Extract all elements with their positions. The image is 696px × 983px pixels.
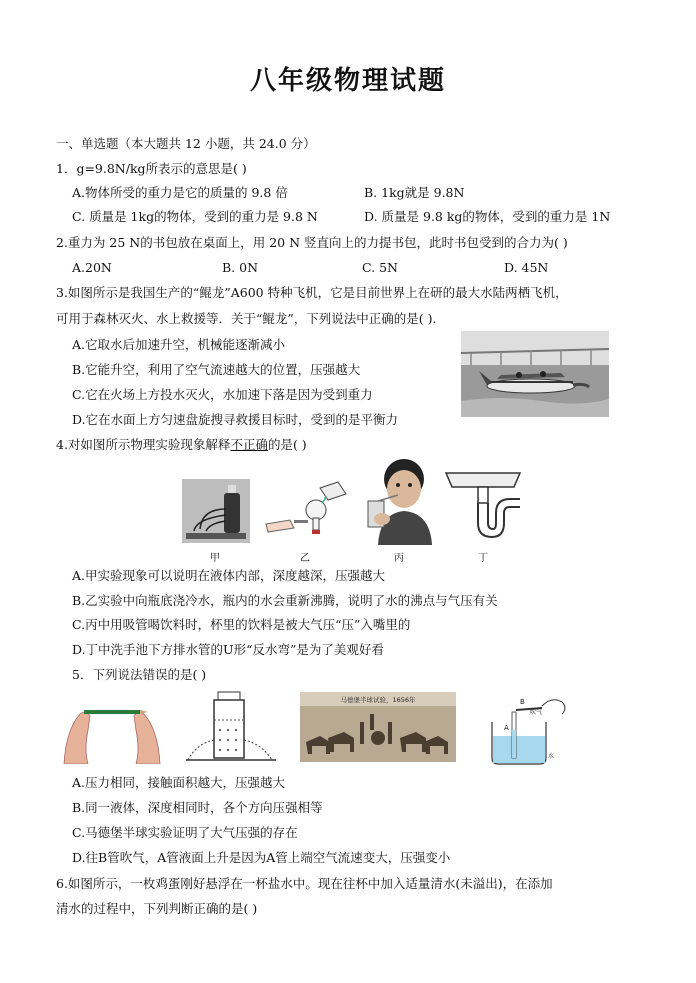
figure-ding-sink-trap: [444, 465, 522, 543]
magdeburg-caption: 马德堡半球试验，1656年: [340, 696, 416, 704]
question-6-stem-line2: 清水的过程中，下列判断正确的是( ): [56, 901, 258, 916]
question-4-option-c: C.丙中用吸管喝饮料时，杯里的饮料是被大气压“压”入嘴里的: [72, 617, 411, 632]
question-5-option-a: A.压力相同，接触面积越大，压强越大: [72, 775, 286, 790]
question-5-option-c: C.马德堡半球实验证明了大气压强的存在: [72, 825, 298, 840]
figure-label-jia: 甲: [210, 553, 220, 564]
figure-bing-boy-drinking-photo: [360, 457, 434, 545]
question-4-option-b: B.乙实验中向瓶底浇冷水，瓶内的水会重新沸腾，说明了水的沸点与气压有关: [72, 593, 498, 608]
question-3-stem-line2: 可用于森林灭火、水上救援等．关于“鲲龙”，下列说法中正确的是( ).: [56, 311, 437, 326]
question-5-stem: 5．下列说法错误的是( ): [72, 667, 207, 682]
tube-label-b: B: [520, 698, 525, 706]
page-title: 八年级物理试题: [249, 66, 446, 96]
figure-blowing-tube-experiment: [482, 692, 576, 766]
tube-label-a: A: [504, 724, 509, 732]
question-4-stem: [56, 437, 307, 453]
figure-label-bing: 丙: [394, 553, 404, 564]
question-2-option-d: D. 45N: [504, 260, 549, 275]
question-3-option-d: D.它在水面上方匀速盘旋搜寻救援目标时，受到的是平衡力: [72, 412, 399, 427]
figure-liquid-pressure-container: [186, 690, 276, 764]
figure-label-ding: 丁: [478, 553, 488, 564]
figure-jia-bottle-experiment: [182, 479, 250, 543]
question-5-option-b: B.同一液体，深度相同时，各个方向压强相等: [72, 800, 323, 815]
question-6-stem-line1: 6.如图所示，一枚鸡蛋刚好悬浮在一杯盐水中。现在往杯中加入适量清水(未溢出)，在添加: [56, 876, 553, 891]
question-1-option-a: A.物体所受的重力是它的质量的 9.8 倍: [72, 185, 288, 200]
question-1-option-d: D. 质量是 9.8 kg的物体，受到的重力是 1N: [364, 209, 611, 224]
question-1-stem: 1．g=9.8N/kg所表示的意思是( ): [56, 161, 247, 176]
question-4-stem-suffix: 的是( ): [267, 437, 307, 452]
question-3-option-b: B.它能升空，利用了空气流速越大的位置，压强越大: [72, 362, 361, 377]
tube-label-water: 水: [548, 753, 555, 760]
question-3-option-c: C.它在火场上方投水灭火，水加速下落是因为受到重力: [72, 387, 373, 402]
tube-label-blow: 吹气: [530, 709, 543, 716]
question-1-option-b: B. 1kg就是 9.8N: [364, 185, 465, 200]
question-3-stem-line1: 3.如图所示是我国生产的“鲲龙”A600 特种飞机，它是目前世界上在研的最大水陆两栖飞机，: [56, 285, 568, 300]
question-2-option-b: B. 0N: [222, 260, 259, 275]
question-2-option-a: A.20N: [72, 260, 112, 275]
question-4-stem-prefix: 4.对如图所示物理实验现象解释: [56, 437, 231, 452]
question-1-option-c: C. 质量是 1kg的物体，受到的重力是 9.8 N: [72, 209, 318, 224]
question-2-option-c: C. 5N: [362, 260, 398, 275]
question-2-stem: 2.重力为 25 N的书包放在桌面上，用 20 N 竖直向上的力提书包，此时书包受到的合力为( ): [56, 235, 568, 250]
question-5-option-d: D.往B管吹气，A管液面上升是因为A管上端空气流速变大，压强变小: [72, 850, 451, 865]
question-4-option-d: D.丁中洗手池下方排水管的U形“反水弯”是为了美观好看: [72, 642, 384, 657]
section-heading: 一、单选题（本大题共 12 小题，共 24.0 分）: [56, 136, 316, 151]
figure-pencil-between-fingers: [62, 690, 162, 764]
seaplane-photo: [461, 331, 609, 417]
question-4-stem-emphasis: 不正确: [230, 437, 268, 452]
figure-magdeburg-hemispheres-engraving: [300, 692, 456, 762]
question-3-option-a: A.它取水后加速升空，机械能逐渐减小: [72, 337, 286, 352]
question-4-option-a: A.甲实验现象可以说明在液体内部，深度越深，压强越大: [72, 568, 386, 583]
figure-yi-flask-experiment: [264, 480, 348, 540]
figure-label-yi: 乙: [300, 553, 310, 564]
